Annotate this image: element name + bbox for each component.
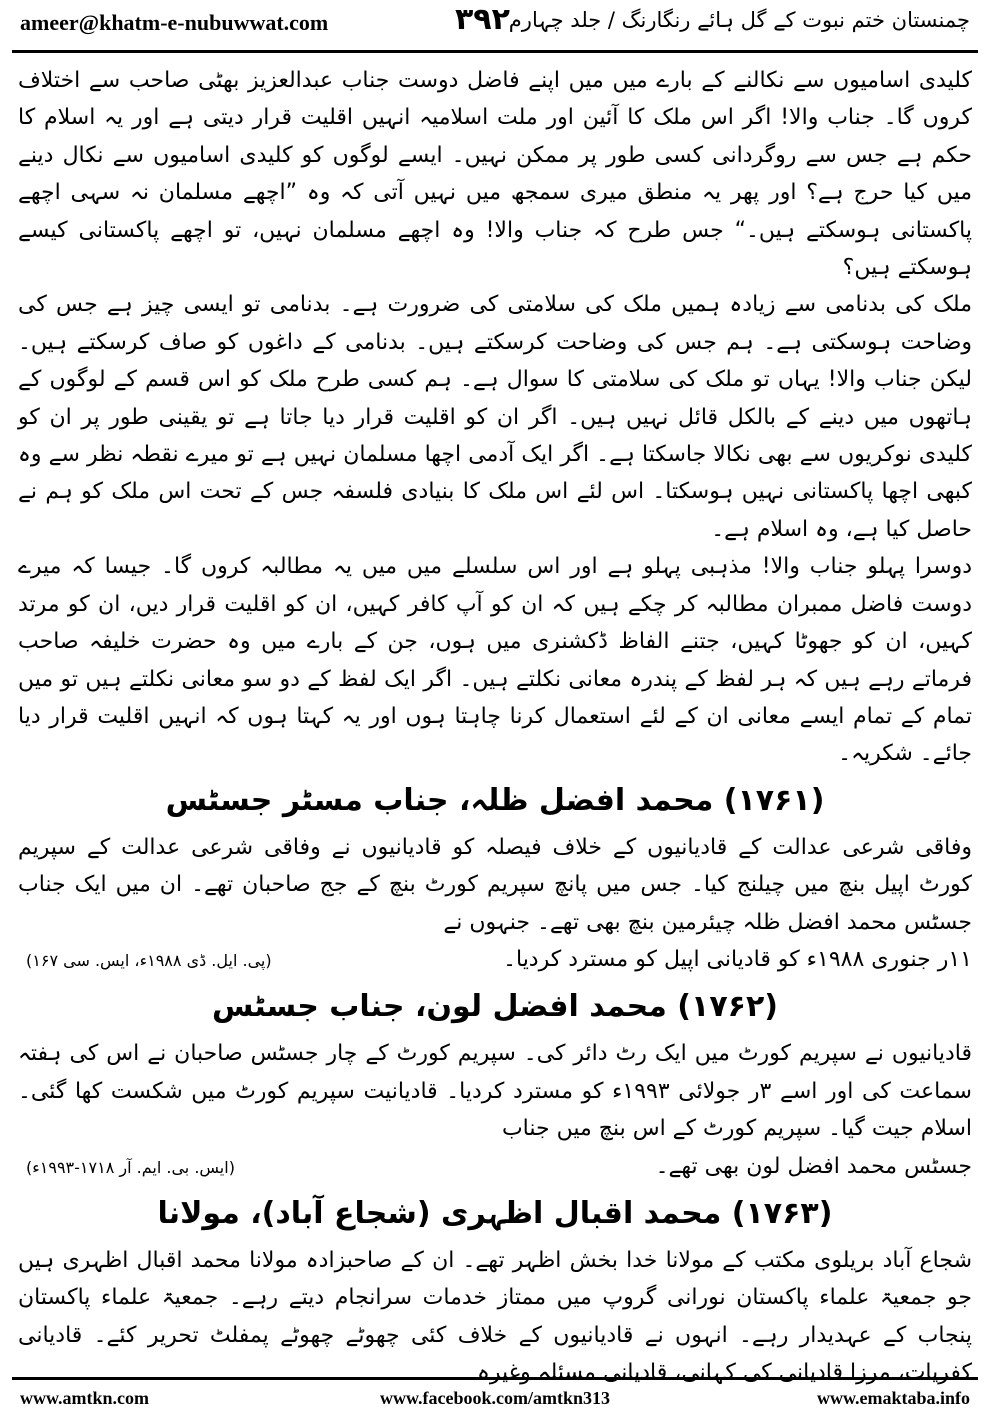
paragraph: قادیانیوں نے سپریم کورٹ میں ایک رٹ دائر کی۔ سپریم کورٹ کے چار جسٹس صاحبان نے اس کی ہفتہ سماعت کی اور اسے ۳ر جولائی ۱۹۹۳ء کو مسترد کردیا۔ قادیانیت سپریم کورٹ میں شکست کھا گئی۔ اسلام جیت گیا۔ سپریم کورٹ کے اس بنچ میں جناب xyxy=(18,1041,972,1142)
page-header xyxy=(0,0,990,52)
paragraph: دوسرا پہلو جناب والا! مذہبی پہلو ہے اور اس سلسلے میں میں یہ مطالبہ کروں گا۔ جیسا کہ میرے دوست فاضل ممبران مطالبہ کر چکے ہیں کہ ان کو آپ کافر کہیں، ان کو اقلیت قرار دیں، ان کو مرتد کہیں، ان کو جھوٹا کہیں، جتنے الفاظ ڈکشنری میں ہوں، جن کے بارے میں وہ حضرت خلیفہ صاحب فرماتے رہے ہیں کہ ہر لفظ کے پندرہ معانی نکلتے ہیں۔ اگر ایک لفظ کے دو سو معانی نکلتے ہیں تو میں تمام کے تمام ایسے معانی ان کے لئے استعمال کرنا چاہتا ہوں اور یہ کہتا ہوں کہ انہیں اقلیت قرار دیا جائے۔ شکریہ۔ xyxy=(18,554,972,767)
paragraph: کلیدی اسامیوں سے نکالنے کے بارے میں میں اپنے فاضل دوست جناب عبدالعزیز بھٹی صاحب سے اختلاف کروں گا۔ جناب والا! اگر اس ملک کا آئین اور ملت اسلامیہ انہیں اقلیت قرار دیتی ہے اور یہ اسلام کا حکم ہے جس سے روگردانی کسی طور پر ممکن نہیں۔ ایسے لوگوں کو کلیدی اسامیوں سے نکال دینے میں کیا حرج ہے؟ اور پھر یہ منطق میری سمجھ میں نہیں آتی کہ وہ ”اچھے مسلمان نہ سہی اچھے پاکستانی ہوسکتے ہیں۔“ جس طرح کہ جناب والا! وہ اچھے مسلمان نہیں، تو اچھے پاکستانی کیسے ہوسکتے ہیں؟ xyxy=(18,68,972,281)
paragraph: شجاع آباد بریلوی مکتب کے مولانا خدا بخش اظہر تھے۔ ان کے صاحبزادہ مولانا محمد اقبال اظہری ہیں جو جمعیۃ علماء پاکستان نورانی گروپ میں ممتاز خدمات سرانجام دیتے رہے۔ جمعیۃ علماء پاکستان پنجاب کے عہدیدار رہے۔ انہوں نے قادیانیوں کے خلاف کئی چھوٹے چھوٹے پمفلٹ تحریر کئے۔ قادیانی کفریات، مرزا قادیانی کی کہانی، قادیانی مسئلہ وغیرہ۔ xyxy=(18,1247,972,1386)
page-body xyxy=(18,62,972,1392)
footer-link-facebook[interactable]: www.facebook.com/amtkn313 xyxy=(380,1388,610,1408)
footer-rule xyxy=(12,1377,978,1380)
citation: (ایس. بی. ایم. آر ۱۷۱۸-۱۹۹۳ء) xyxy=(26,1157,235,1177)
book-title: چمنستان ختم نبوت کے گل ہائے رنگارنگ / جلد چہارم xyxy=(508,8,970,32)
header-email[interactable]: ameer@khatm-e-nubuwwat.com xyxy=(20,10,329,35)
footer-link-amtkn[interactable]: www.amtkn.com xyxy=(20,1388,149,1408)
paragraph-with-citation xyxy=(18,941,972,979)
footer-link-emaktaba[interactable]: www.emaktaba.info xyxy=(816,1388,970,1408)
paragraph: ملک کی بدنامی سے زیادہ ہمیں ملک کی سلامتی کی ضرورت ہے۔ بدنامی تو ایسی چیز ہے جس کی وضاحت ہوسکتی ہے۔ ہم جس کی وضاحت کرسکتے ہیں۔ بدنامی کے داغوں کو صاف کرسکتے ہیں۔ لیکن جناب والا! یہاں تو ملک کی سلامتی کا سوال ہے۔ ہم کسی طرح ملک کو اس قسم کے لوگوں کے ہاتھوں میں دینے کے بالکل قائل نہیں ہیں۔ اگر ان کو اقلیت قرار دیا جاتا ہے تو یقینی طور پر ان کو کلیدی نوکریوں سے بھی نکالا جاسکتا ہے۔ اگر ایک آدمی اچھا مسلمان نہیں ہے تو میرے نقطہ نظر سے وہ کبھی اچھا پاکستانی نہیں ہوسکتا۔ اس لئے اس ملک کا بنیادی فلسفہ جس کے تحت اس ملک کو ہم نے حاصل کیا ہے، وہ اسلام ہے۔ xyxy=(18,292,972,542)
section-heading: (۱۷۶۳) محمد اقبال اظہری (شجاع آباد)، مولانا xyxy=(157,1195,833,1231)
section-heading: (۱۷۶۲) محمد افضل لون، جناب جسٹس xyxy=(212,989,778,1025)
header-rule xyxy=(12,50,978,53)
paragraph-with-citation xyxy=(18,1148,972,1186)
page-footer xyxy=(0,1384,990,1414)
page-number: ۳۹۲ xyxy=(455,2,510,37)
paragraph-end: جسٹس محمد افضل لون بھی تھے۔ xyxy=(655,1153,972,1179)
paragraph: وفاقی شرعی عدالت کے قادیانیوں کے خلاف فیصلہ کو قادیانیوں نے وفاقی شرعی عدالت کے سپریم کورٹ اپیل بنچ میں چیلنج کیا۔ جس میں پانچ سپریم کورٹ بنچ کے جج صاحبان تھے۔ ان میں ایک جناب جسٹس محمد افضل ظلہ چیئرمین بنچ بھی تھے۔ جنہوں نے xyxy=(18,834,972,935)
citation: (پی. ایل. ڈی ۱۹۸۸ء، ایس. سی ۱۶۷) xyxy=(26,950,272,970)
paragraph-end: ۱۱ر جنوری ۱۹۸۸ء کو قادیانی اپیل کو مسترد کردیا۔ xyxy=(503,946,972,972)
section-heading: (۱۷۶۱) محمد افضل ظلہ، جناب مسٹر جسٹس xyxy=(165,782,825,818)
